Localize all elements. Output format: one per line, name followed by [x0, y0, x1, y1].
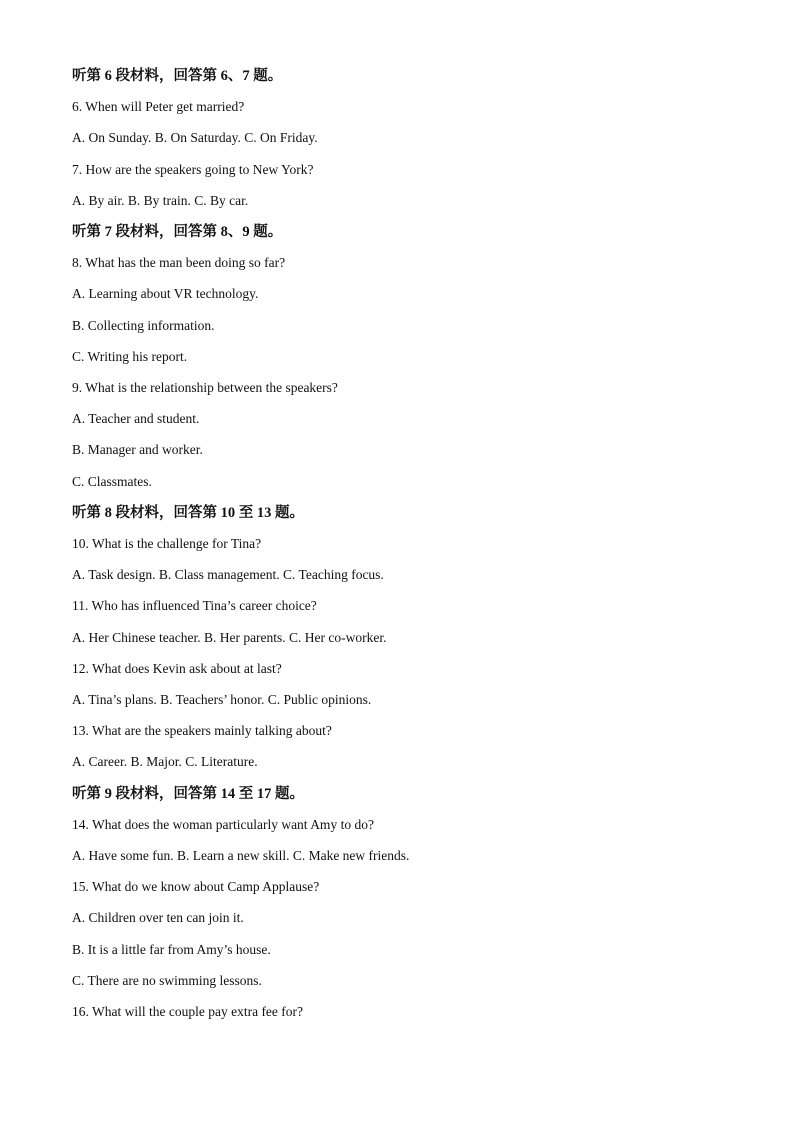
- text-line: 13. What are the speakers mainly talking about?: [72, 723, 332, 739]
- text-line: 8. What has the man been doing so far?: [72, 255, 286, 271]
- text-line: A. Learning about VR technology.: [72, 286, 259, 302]
- text-line: B. Collecting information.: [72, 317, 215, 333]
- text-line: A. On Sunday. B. On Saturday. C. On Friday.: [72, 130, 318, 146]
- text-line: A. Task design. B. Class management. C. Teaching focus.: [72, 567, 384, 583]
- text-line: 9. What is the relationship between the speakers?: [72, 380, 338, 395]
- text-line: 15. What do we know about Camp Applause?: [72, 879, 320, 895]
- text-line: A. Tina’s plans. B. Teachers’ honor. C. Public opinions.: [72, 692, 372, 707]
- text-line: 7. How are the speakers going to New York?: [72, 161, 314, 177]
- text-line: B. Manager and worker.: [72, 442, 203, 458]
- text-line: A. By air. B. By train. C. By car.: [72, 192, 249, 208]
- text-line: C. Classmates.: [72, 473, 152, 489]
- text-line: 12. What does Kevin ask about at last?: [72, 660, 282, 676]
- text-line: 10. What is the challenge for Tina?: [72, 536, 262, 551]
- text-line: A. Children over ten can join it.: [72, 910, 244, 926]
- text-line: 16. What will the couple pay extra fee for?: [72, 1004, 304, 1019]
- text-line: A. Teacher and student.: [72, 411, 200, 427]
- text-line: A. Career. B. Major. C. Literature.: [72, 754, 258, 770]
- section-heading: 听第 6 段材料，回答第 6、7 题。: [72, 68, 283, 84]
- text-line: C. Writing his report.: [72, 348, 188, 364]
- section-heading: 听第 8 段材料，回答第 10 至 13 题。: [72, 504, 304, 521]
- section-heading: 听第 7 段材料，回答第 8、9 题。: [72, 224, 283, 240]
- text-line: B. It is a little far from Amy’s house.: [72, 941, 271, 957]
- text-line: 6. When will Peter get married?: [72, 99, 245, 115]
- section-heading: 听第 9 段材料，回答第 14 至 17 题。: [72, 785, 304, 802]
- text-line: A. Have some fun. B. Learn a new skill. C. Make new friends.: [72, 848, 410, 863]
- text-line: 11. Who has influenced Tina’s career choice?: [72, 598, 317, 614]
- text-line: A. Her Chinese teacher. B. Her parents. C. Her co-worker.: [72, 629, 387, 645]
- text-line: 14. What does the woman particularly want Amy to do?: [72, 816, 374, 832]
- text-line: C. There are no swimming lessons.: [72, 972, 262, 988]
